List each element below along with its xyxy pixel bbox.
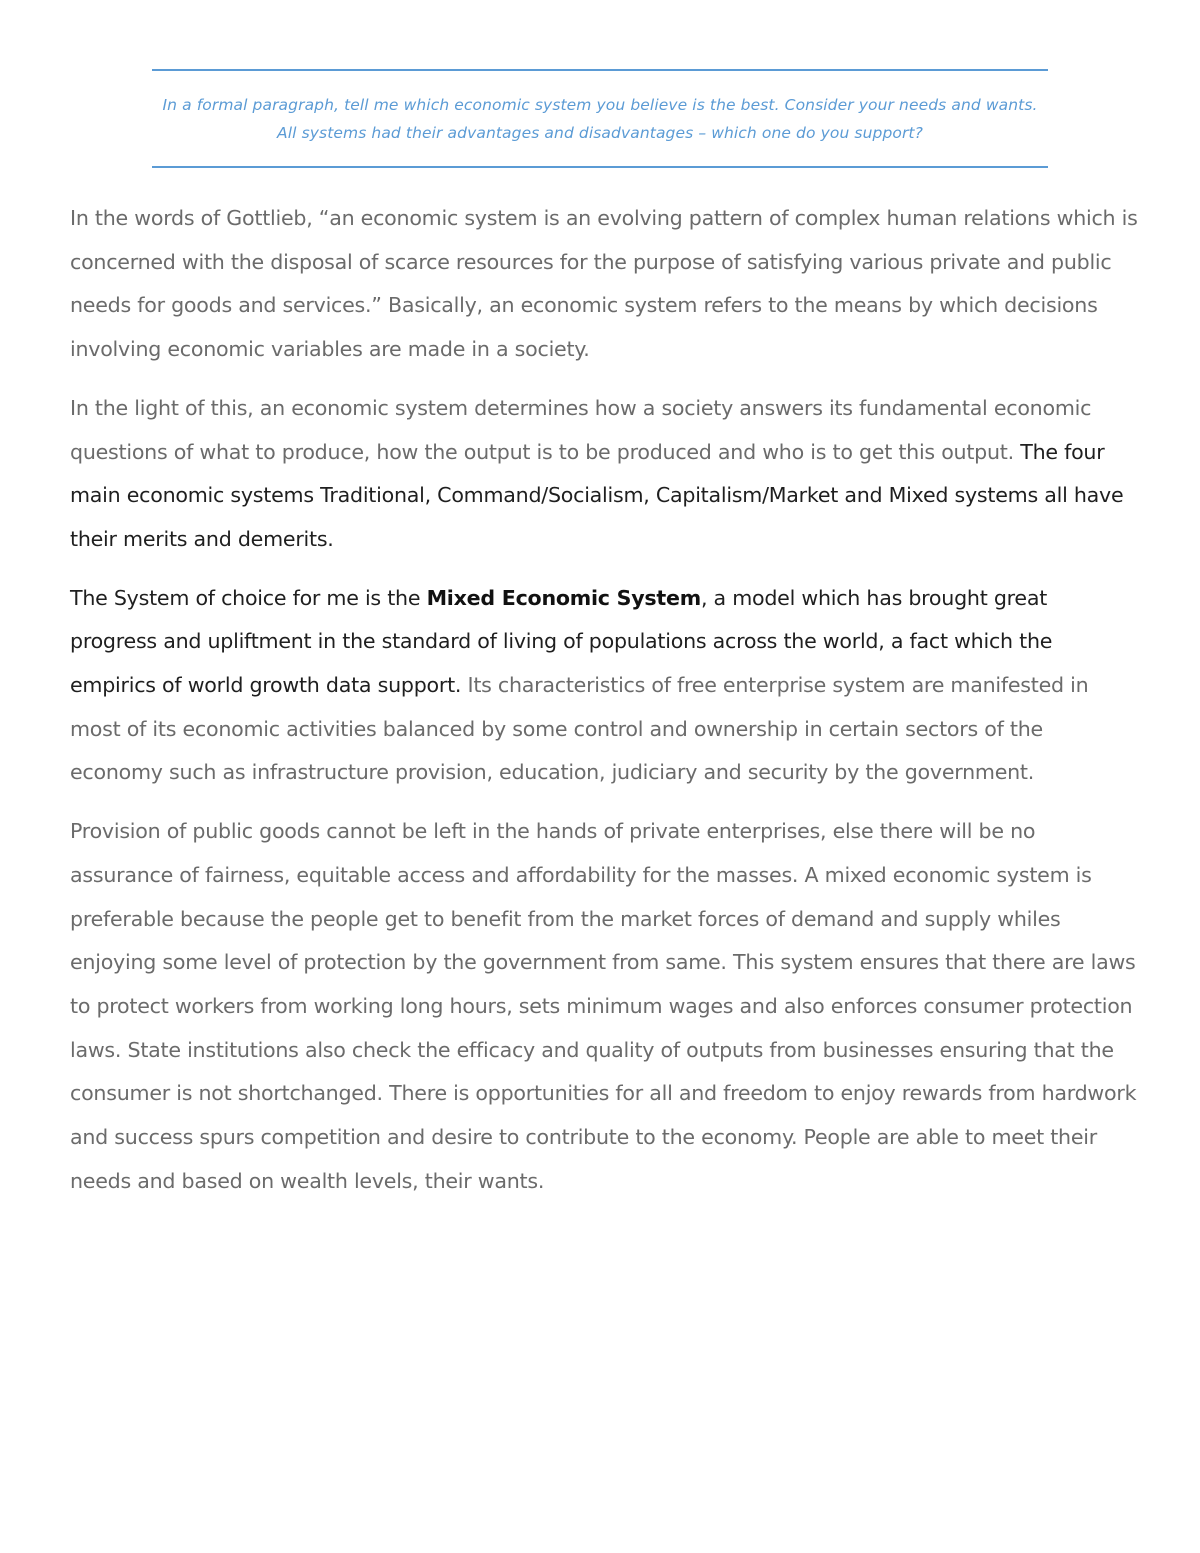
choice-emphasis: Mixed Economic System [426,585,701,610]
quote-top-rule [152,69,1048,71]
essay-body [70,197,1138,1218]
choice-characteristics: Its characteristics of free enterprise system are manifested in most of its economic activities balanced by some control and ownership in certain sectors of the economy such as infrastructure provision, education, judiciary and security by the government. [70,673,1089,785]
assignment-prompt: In a formal paragraph, tell me which economic system you believe is the best. Consider your needs and wants. All systems had their advantages and disadvantages – which one do you support? [162,96,1038,142]
choice-claim: , a model which has brought great progress and upliftment in the standard of living of populations across the world, a fact which the empirics of world growth data support. [70,585,1053,698]
paragraph-systems [70,387,1138,562]
intense-quote [152,69,1048,169]
paragraph-systems-list: The four main economic systems Traditional, Command/Socialism, Capitalism/Market and Mixed systems all have their merits and demerits. [70,439,1124,551]
paragraph-choice [70,577,1138,796]
paragraph-systems-intro: In the light of this, an economic system determines how a society answers its fundamental economic questions of what to produce, how the output is to be produced and who is to get this output. [70,395,1092,464]
choice-lead: The System of choice for me is the [70,585,427,610]
paragraph-justification: Provision of public goods cannot be left in the hands of private enterprises, else there will be no assurance of fairness, equitable access and affordability for the masses. A mixed economic system is preferable because the people get to benefit from the market forces of demand and supply whiles enjoying some level of protection by the government from same. This system ensures that there are laws to protect workers from working long hours, sets minimum wages and also enforces consumer protection laws. State institutions also check the efficacy and quality of outputs from businesses ensuring that the consumer is not shortchanged. There is opportunities for all and freedom to enjoy rewards from hardwork and success spurs competition and desire to contribute to the economy. People are able to meet their needs and based on wealth levels, their wants. [70,819,1137,1193]
paragraph-definition: In the words of Gottlieb, “an economic system is an evolving pattern of complex human relations which is concerned with the disposal of scarce resources for the purpose of satisfying various private and public needs for goods and services.” Basically, an economic system refers to the means by which decisions involving economic variables are made in a society. [70,206,1138,362]
quote-bottom-rule [152,166,1048,168]
